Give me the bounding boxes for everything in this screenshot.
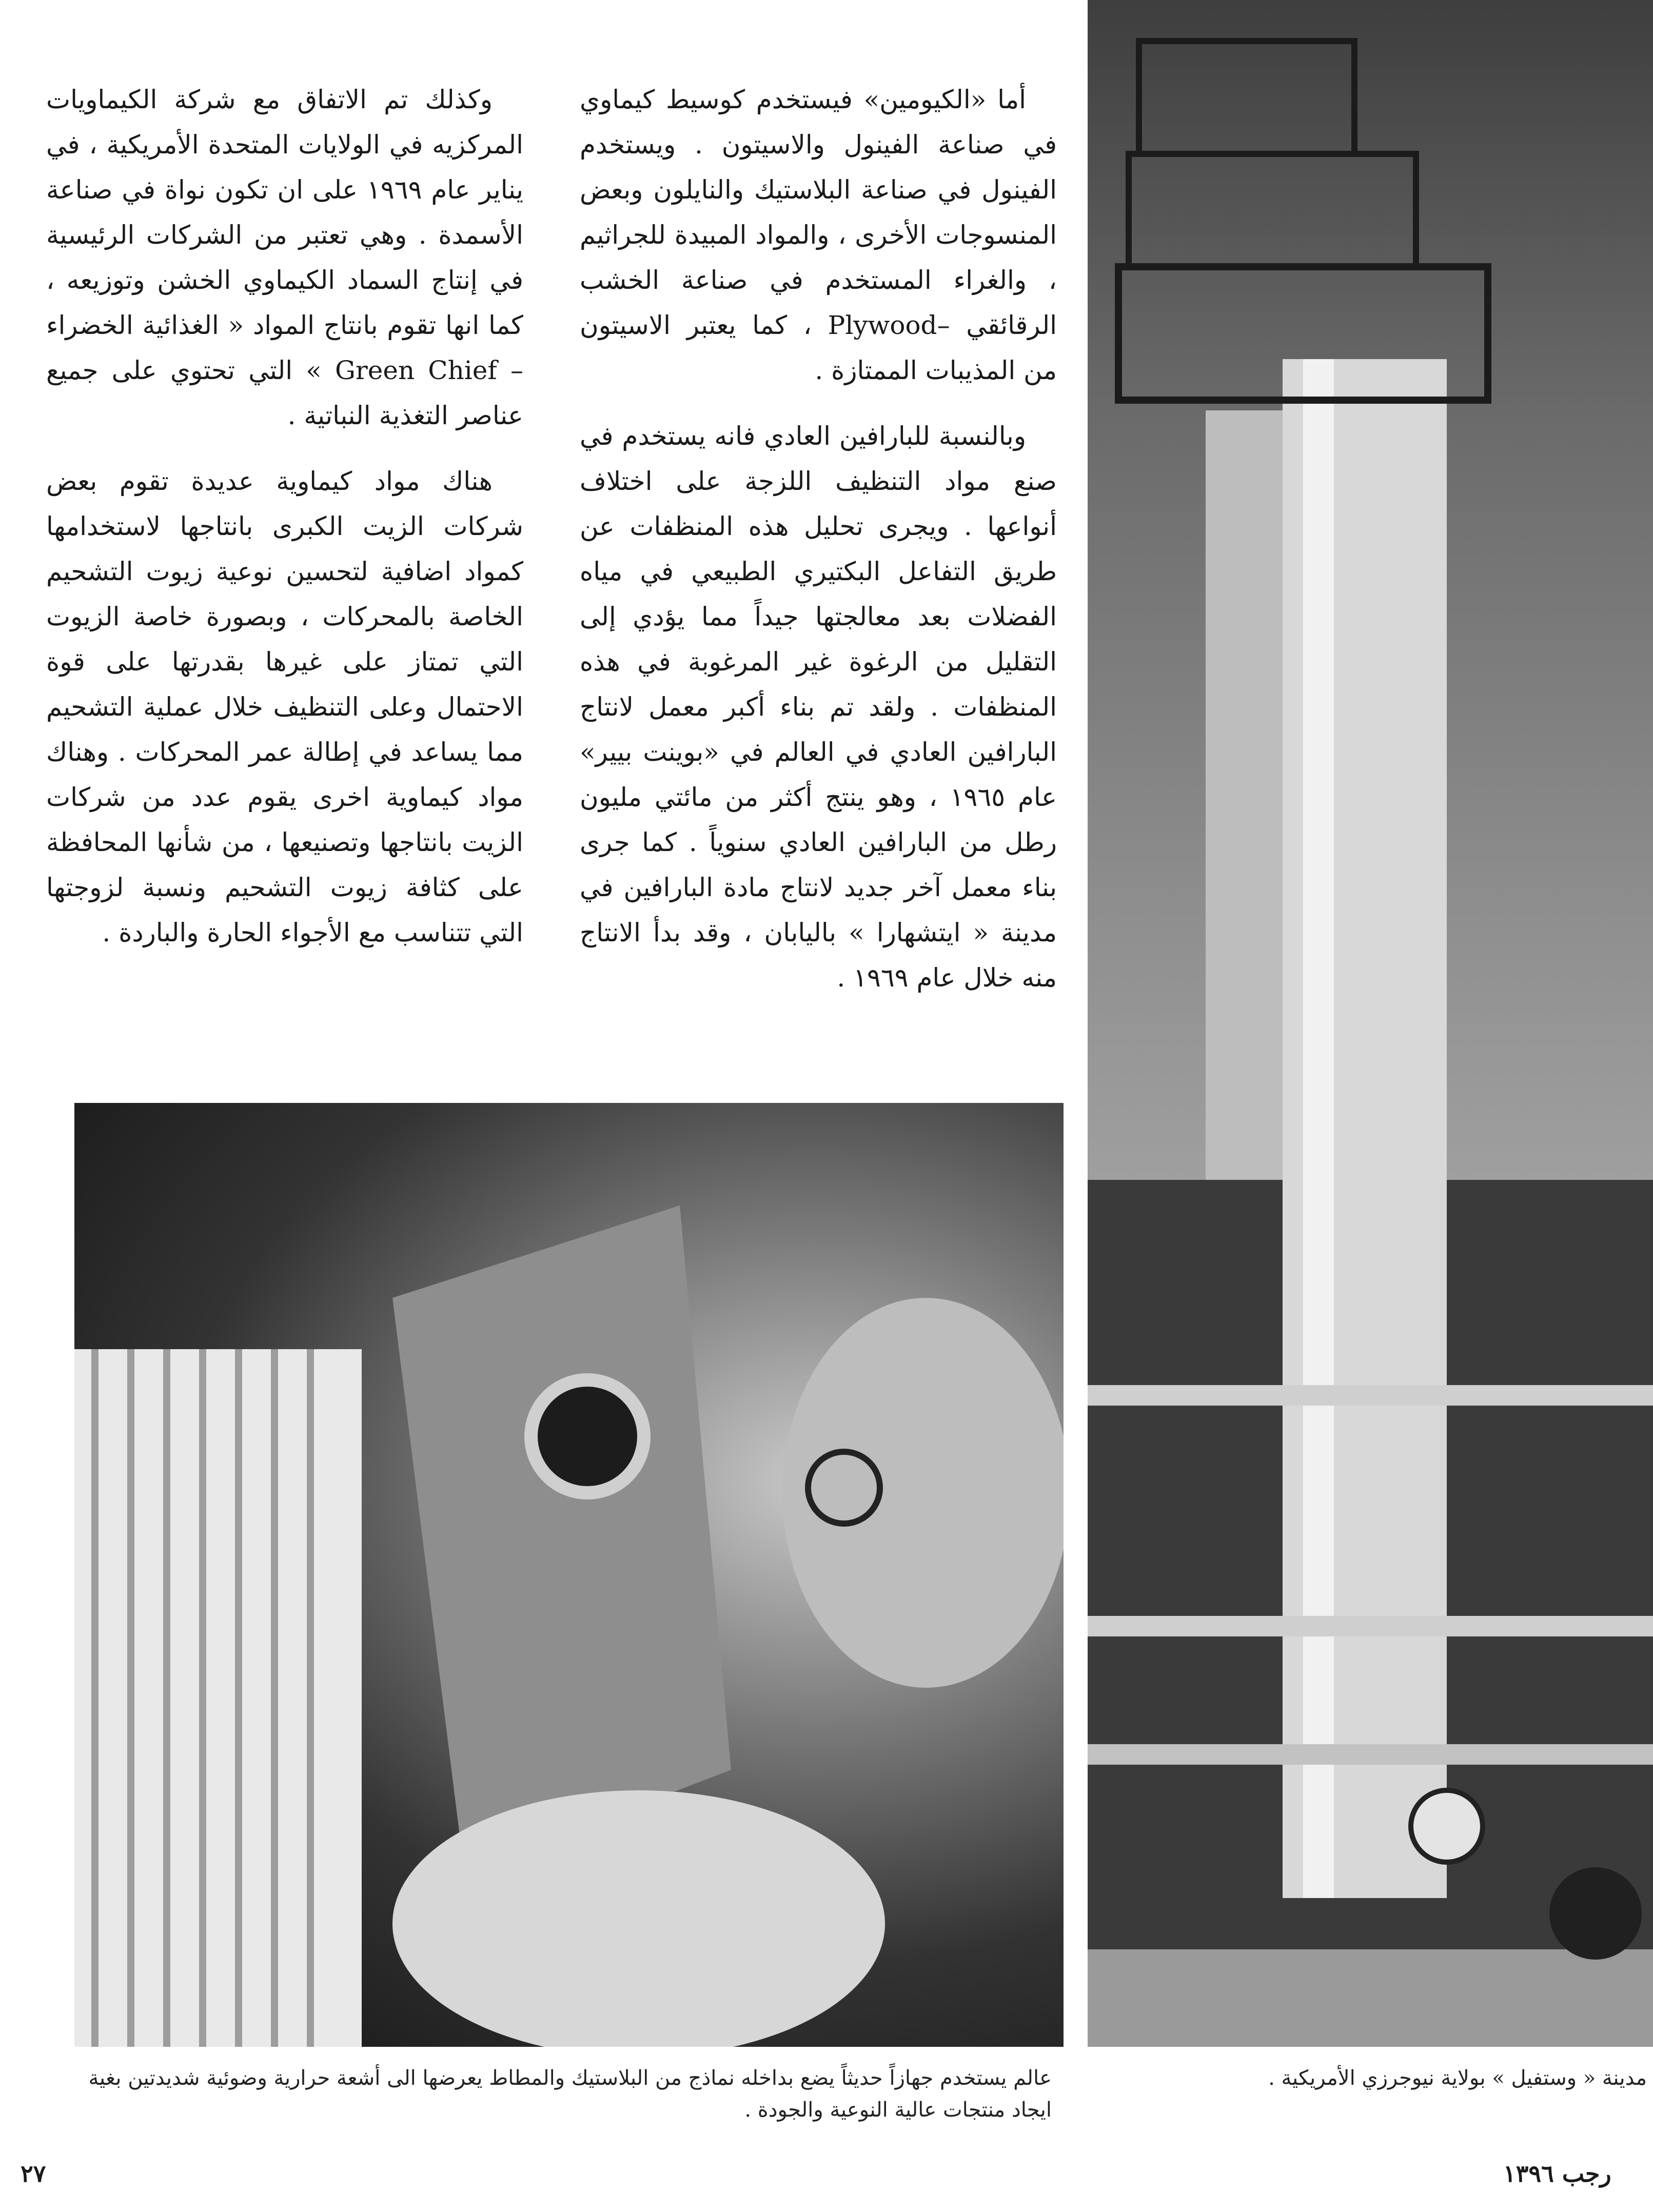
scientist-photo [74, 1103, 1064, 2047]
article-column-left [46, 77, 523, 976]
photo-caption-right: مدينة « وستفيل » بولاية نيوجرزي الأمريكية . [1268, 2066, 1647, 2090]
refinery-tower-photo [1088, 0, 1653, 2047]
paragraph: وبالنسبة للبارافين العادي فانه يستخدم في صنع مواد التنظيف اللزجة على اختلاف أنواعها . ويجرى تحليل هذه المنظفات عن طريق التفاعل البكتيري الطبيعي في مياه الفضلات بعد معالجتها جيداً مما يؤدي إلى التقليل من الرغوة غير المرغوبة في هذه المنظفات . ولقد تم بناء أكبر معمل لانتاج البارافين العادي في العالم في «بوينت بيير» عام ١٩٦٥ ، وهو ينتج أكثر من مائتي مليون رطل من البارافين العادي سنوياً . كما جرى بناء معمل آخر جديد لانتاج مادة البارافين في مدينة « ايتشهارا » باليابان ، وقد بدأ الانتاج منه خلال عام ١٩٦٩ . [580, 421, 1057, 993]
paragraph: هناك مواد كيماوية عديدة تقوم بعض شركات الزيت الكبرى بانتاجها لاستخدامها كمواد اضافية لتحسين نوعية زيوت التشحيم الخاصة بالمحركات ، وبصورة خاصة الزيوت التي تمتاز على غيرها بقدرتها على قوة الاحتمال وعلى التنظيف خلال عملية التشحيم مما يساعد في إطالة عمر المحركات . وهناك مواد كيماوية اخرى يقوم عدد من شركات الزيت بانتاجها وتصنيعها ، من شأنها المحافظة على كثافة زيوت التشحيم ونسبة لزوجتها التي تتناسب مع الأجواء الحارة والباردة . [46, 466, 523, 947]
page-number: ٢٧ [21, 2160, 46, 2187]
issue-date: رجب ١٣٩٦ [1503, 2160, 1611, 2187]
paragraph: أما «الكيومين» فيستخدم كوسيط كيماوي في صناعة الفينول والاسيتون . ويستخدم الفينول في صناعة البلاستيك والنايلون وبعض المنسوجات الأخرى ، والمواد المبيدة للجراثيم ، والغراء المستخدم في صناعة الخشب الرقائقي –Plywood ، كما يعتبر الاسيتون من المذيبات الممتازة . [580, 85, 1057, 385]
paragraph: وكذلك تم الاتفاق مع شركة الكيماويات المركزيه في الولايات المتحدة الأمريكية ، في يناير عام ١٩٦٩ على ان تكون نواة في صناعة الأسمدة . وهي تعتبر من الشركات الرئيسية في إنتاج السماد الكيماوي الخشن وتوزيعه ، كما انها تقوم بانتاج المواد « الغذائية الخضراء – Green Chief » التي تحتوي على جميع عناصر التغذية النباتية . [46, 85, 523, 430]
photo-caption-left: عالم يستخدم جهازاً حديثاً يضع بداخله نماذج من البلاستيك والمطاط يعرضها الى أشعة حرارية وضوئية شديدتين بغية ايجاد منتجات عالية النوعية والجودة . [88, 2066, 1052, 2122]
article-column-right [580, 77, 1057, 1021]
